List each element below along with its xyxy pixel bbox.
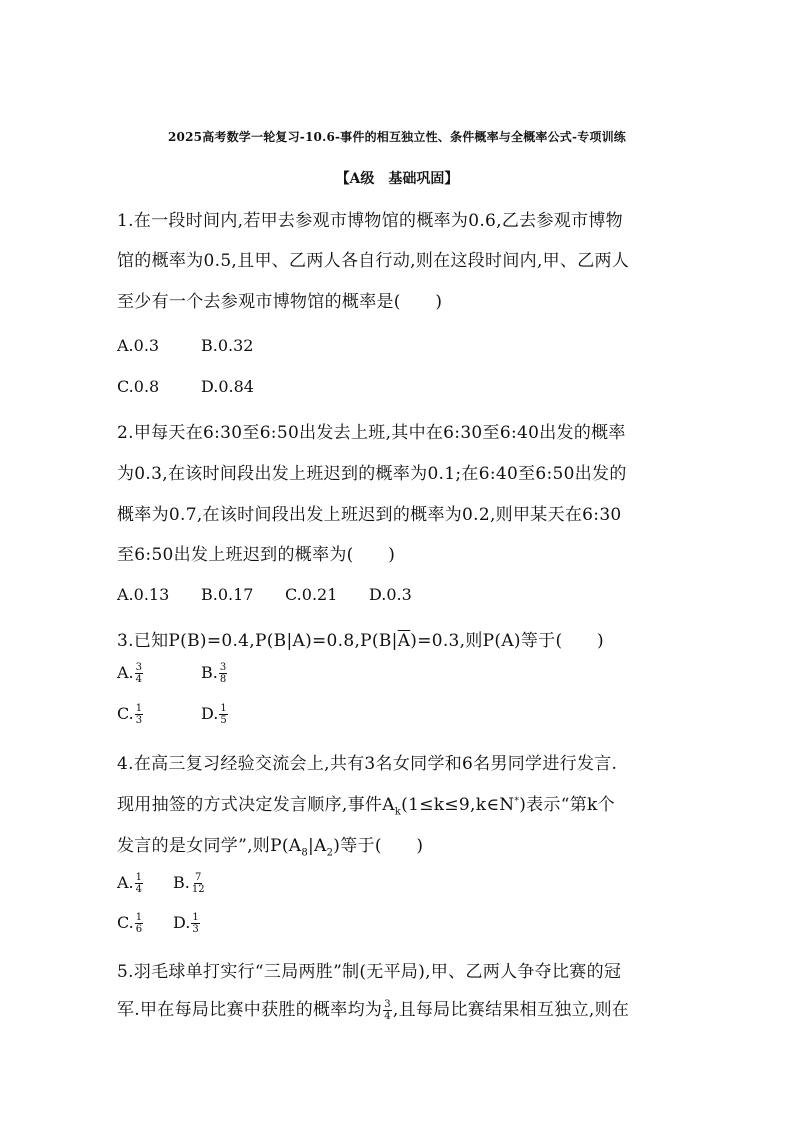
q4-option-c (117, 912, 173, 935)
q4-line-2 (117, 790, 615, 817)
q4-line-3 (117, 831, 423, 858)
q4-option-b-label: B. (173, 873, 190, 892)
q3-option-b-fraction (219, 662, 227, 685)
q4-options-row-2 (117, 912, 201, 935)
q5-line-2-part-2: ,且每局比赛结果相互独立,则在 (392, 1000, 630, 1020)
fraction-numerator: 3 (135, 662, 143, 673)
fraction-denominator: 12 (191, 884, 205, 895)
q1-option-a: A.0.3 (117, 336, 160, 355)
q3-option-c (117, 703, 201, 726)
q4-option-a-fraction (135, 872, 143, 895)
q3-options-row-1 (117, 662, 228, 685)
q3-option-d-label: D. (201, 704, 219, 723)
q2-option-c: C.0.21 (285, 585, 338, 604)
q1-line-1: 1.在一段时间内,若甲去参观市博物馆的概率为0.6,乙去参观市博物 (117, 211, 623, 231)
q1-option-c: C.0.8 (117, 377, 160, 396)
q3-stem-part-2: )=0.3,则P(A)等于( ) (410, 631, 604, 651)
q5-line-2 (117, 995, 629, 1022)
q1-line-3: 至少有一个去参观市博物馆的概率是( ) (117, 292, 443, 312)
q4-line-2-part-3: )表示“第k个 (519, 795, 615, 815)
q2-line-4: 至6:50出发上班迟到的概率为( ) (117, 545, 396, 565)
q3-option-a-label: A. (117, 663, 134, 682)
fraction-numerator: 1 (135, 912, 143, 923)
q3-option-d-fraction (219, 703, 227, 726)
q3-stem (117, 626, 604, 651)
q1-options-row-1 (117, 336, 253, 355)
q1-option-b: B.0.32 (201, 336, 254, 355)
q4-option-a (117, 872, 173, 895)
q4-options-row-1 (117, 872, 207, 895)
q4-line-1: 4.在高三复习经验交流会上,共有3名女同学和6名男同学进行发言. (117, 754, 618, 774)
q4-superscript-star: * (514, 796, 520, 807)
q4-line-2-part-2: (1≤k≤9,k∈N (401, 795, 515, 815)
q4-option-d (173, 912, 201, 935)
q3-option-c-fraction (135, 703, 143, 726)
fraction-denominator: 5 (220, 715, 227, 726)
fraction-numerator: 1 (135, 703, 143, 714)
q4-option-b-fraction (191, 872, 206, 895)
q4-option-c-fraction (135, 912, 143, 935)
q4-subscript-8: 8 (301, 847, 309, 859)
q4-line-3-part-3: )等于( ) (333, 836, 424, 856)
q1-option-d: D.0.84 (201, 377, 254, 396)
q3-option-b-label: B. (201, 663, 218, 682)
q4-line-2-part-1: 现用抽签的方式决定发言顺序,事件A (117, 795, 395, 815)
q2-option-a: A.0.13 (117, 585, 170, 604)
q4-line-3-part-1: 发言的是女同学”,则P(A (117, 836, 302, 856)
fraction-denominator: 4 (135, 884, 143, 895)
q3-option-a (117, 662, 201, 685)
fraction-denominator: 4 (135, 674, 143, 685)
q2-line-3: 概率为0.7,在该时间段出发上班迟到的概率为0.2,则甲某天在6:30 (117, 505, 622, 525)
q3-option-b (201, 662, 228, 685)
q2-line-2: 为0.3,在该时间段出发上班迟到的概率为0.1;在6:40至6:50出发的 (117, 464, 627, 484)
q3-complement-a: $\overline{A}$ (397, 631, 411, 651)
q4-option-d-fraction (191, 912, 199, 935)
q5-line-1: 5.羽毛球单打实行“三局两胜”制(无平局),甲、乙两人争夺比赛的冠 (117, 962, 622, 982)
q1-options-row-2 (117, 377, 254, 396)
q1-line-2: 馆的概率为0.5,且甲、乙两人各自行动,则在这段时间内,甲、乙两人 (117, 251, 630, 271)
q4-option-d-label: D. (173, 913, 191, 932)
q4-subscript-k: k (394, 806, 402, 818)
q3-option-c-label: C. (117, 704, 134, 723)
q2-options-row (117, 585, 412, 604)
fraction-denominator: 8 (219, 674, 227, 685)
fraction-numerator: 1 (220, 703, 227, 714)
fraction-numerator: 1 (135, 872, 143, 883)
q3-option-a-fraction (135, 662, 143, 685)
fraction-denominator: 6 (135, 924, 143, 935)
q4-option-c-label: C. (117, 913, 134, 932)
q2-option-b: B.0.17 (201, 585, 254, 604)
fraction-numerator: 3 (384, 999, 391, 1010)
section-heading: 【A级 基础巩固】 (335, 171, 459, 187)
fraction-denominator: 3 (192, 924, 199, 935)
q4-option-b (173, 872, 207, 895)
q3-option-d (201, 703, 229, 726)
q4-option-a-label: A. (117, 873, 134, 892)
q4-subscript-2: 2 (326, 847, 334, 859)
q2-option-d: D.0.3 (369, 585, 412, 604)
q5-fraction (383, 999, 392, 1022)
q4-line-3-part-2: |A (308, 836, 327, 856)
q3-options-row-2 (117, 703, 229, 726)
q2-line-1: 2.甲每天在6:30至6:50出发去上班,其中在6:30至6:40出发的概率 (117, 423, 626, 443)
document-title: 2025高考数学一轮复习-10.6-事件的相互独立性、条件概率与全概率公式-专项训练 (168, 130, 626, 144)
fraction-numerator: 1 (192, 912, 199, 923)
fraction-numerator: 7 (195, 872, 202, 883)
fraction-numerator: 3 (219, 662, 227, 673)
fraction-denominator: 4 (384, 1011, 391, 1022)
fraction-denominator: 3 (135, 715, 143, 726)
q3-stem-part-1: 3.已知P(B)=0.4,P(B|A)=0.8,P(B| (117, 631, 398, 651)
q5-line-2-part-1: 军.甲在每局比赛中获胜的概率均为 (117, 1000, 383, 1020)
